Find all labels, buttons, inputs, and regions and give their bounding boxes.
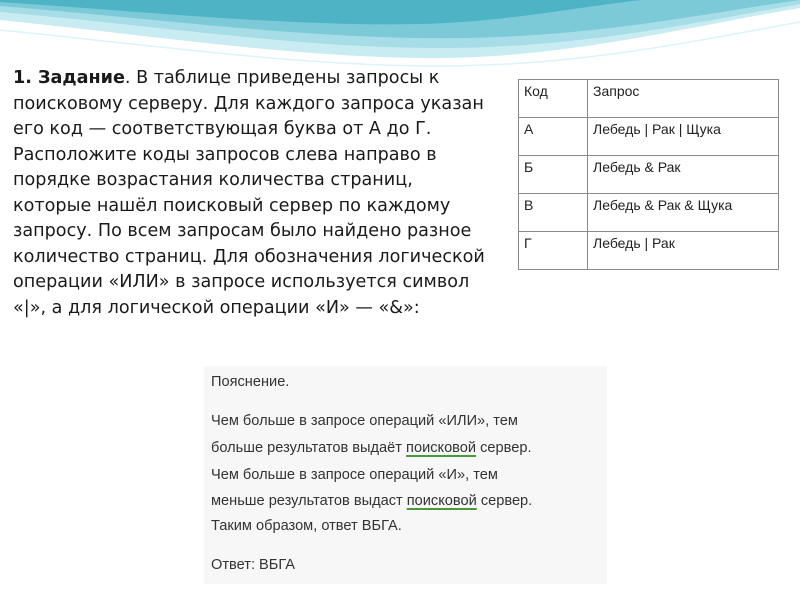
header-query: Запрос [588,80,779,118]
header-code: Код [519,80,588,118]
explanation-text: сервер. [476,493,533,509]
row-query: Лебедь & Рак [588,156,779,194]
row-code: В [519,194,588,232]
row-code: Г [519,232,588,270]
explanation-text: больше результатов выдаёт [211,440,407,456]
explanation-line: Чем больше в запросе операций «И», тем [211,467,498,483]
table-header-row [519,80,779,118]
decorative-wave-header [0,0,800,70]
underlined-word: поисковой [406,440,477,456]
task-body: . В таблице приведены запросы к поисковому серверу. Для каждого запроса указан его код — соответствующая буква от А до Г. Расположите коды запросов слева направо в порядке возрастания количества страниц, которые нашёл поисковый сервер по каждому запросу. По всем запросам было найдено разное количество страниц. Для обозначения логической операции «ИЛИ» в запросе используется символ «|», а для логической операции «И» — «&»: [13,68,485,318]
table-row [519,232,779,270]
table-row [519,194,779,232]
table-row [519,156,779,194]
task-number: 1. Задание [13,68,125,88]
row-code: Б [519,156,588,194]
underlined-word: поисковой [406,493,477,509]
explanation-line [211,493,532,509]
explanation-text: сервер. [476,440,532,456]
explanation-text: меньше результатов выдаст [211,493,407,509]
explanation-title: Пояснение. [211,374,290,390]
row-query: Лебедь & Рак & Щука [588,194,779,232]
explanation-line: Таким образом, ответ ВБГА. [211,518,402,534]
table-row [519,118,779,156]
task-text [13,66,493,321]
queries-table [518,79,779,270]
explanation-line: Чем больше в запросе операций «ИЛИ», тем [211,413,518,429]
explanation-line [211,440,532,456]
answer-text: Ответ: ВБГА [211,557,296,573]
row-query: Лебедь | Рак [588,232,779,270]
row-query: Лебедь | Рак | Щука [588,118,779,156]
row-code: А [519,118,588,156]
explanation-box [204,366,607,584]
